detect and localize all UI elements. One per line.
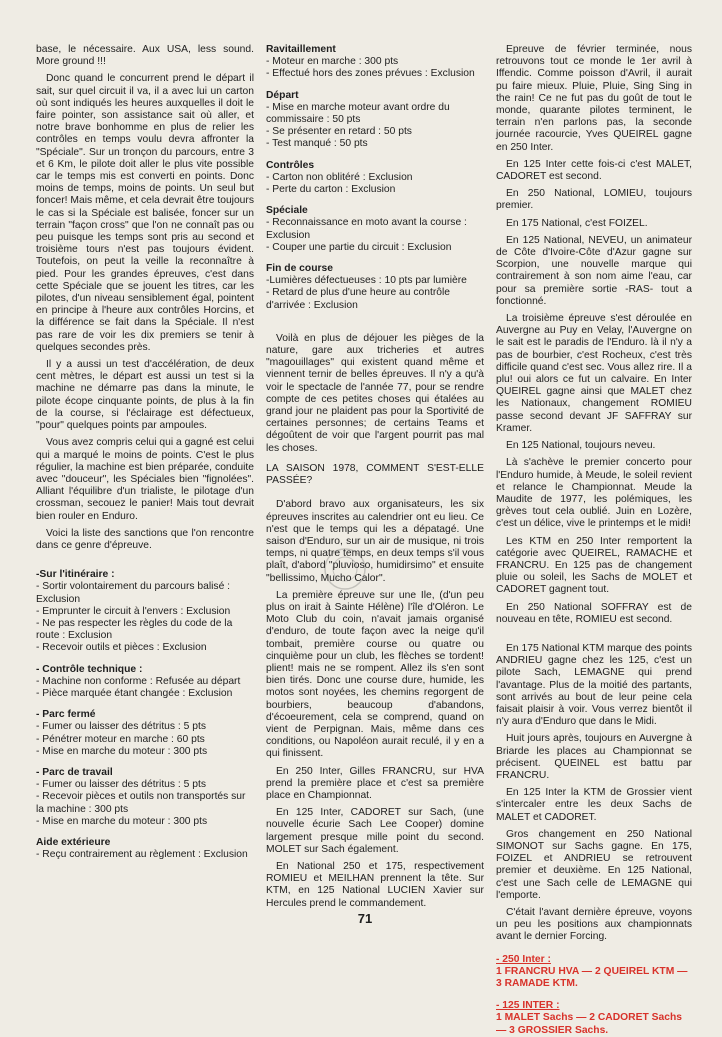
list-item: - Reconnaissance en moto avant la course : Exclusion: [266, 217, 467, 241]
section-title: Spéciale: [266, 205, 308, 217]
list-item: - Pièce marquée étant changée : Exclusion: [36, 687, 233, 699]
sanction-section: [266, 90, 484, 151]
sanction-section: [36, 709, 254, 758]
results-heading: - 250 Inter :: [496, 953, 551, 965]
paragraph: Vous avez compris celui qui a gagné est celui qui a marqué le moins de points. C'est le plus régulier, la machine est bien préparée, conduite avec "douceur", les Spéciales bien "fignolées". Alliant l'équilibre d'un trialiste, le pilotage d'un crossman, secouez le panier! Mais tout devrait bien rouler en Enduro.: [36, 437, 254, 522]
list-item: - Sortir volontairement du parcours balisé : Exclusion: [36, 581, 231, 605]
list-item: - Pénétrer moteur en marche : 60 pts: [36, 733, 205, 745]
paragraph: En 125 National, NEVEU, un animateur de Côte d'Ivoire-Côte d'Azur gagne sur Scorpion, une nouvelle marque qui contrairement à son nom aime l'eau, car pour sa première sortie -RAS- tout a fonctionné.: [496, 234, 692, 307]
paragraph: Epreuve de février terminée, nous retrouvons tout ce monde le 1er avril à Iffendic. Comme poisson d'Avril, il aurait pu faire mieux. Pluie, Pluie, Sing Sing in the rain! Ce ne fut pas du goût de tout le monde, quarante pilotes terminent, le terrain n'en parlons pas, la seconde journée racourcie, Yves QUEIREL gagne en 250 Inter.: [496, 44, 692, 153]
list-item: - Recevoir outils et pièces : Exclusion: [36, 642, 207, 654]
section-title: Fin de course: [266, 263, 333, 275]
paragraph: base, le nécessaire. Aux USA, less sound. More ground !!!: [36, 44, 254, 68]
list-item: - Moteur en marche : 300 pts: [266, 56, 399, 68]
paragraph: Huit jours après, toujours en Auvergne à Briarde les places au Championnat se précisent. QUEINEL est battu par FRANCRU.: [496, 733, 692, 781]
list-item: - Test manqué : 50 pts: [266, 138, 368, 150]
list-item: - Mise en marche du moteur : 300 pts: [36, 745, 208, 757]
column-2: [266, 44, 484, 912]
sanction-section: [266, 160, 484, 197]
paragraph: Gros changement en 250 National SIMONOT sur Sachs gagne. En 175, FOIZEL et ANDRIEU se retrouvent premier et deuxième. En 125 National, c'est une Sach celle de LEMAGNE qui l'emporte.: [496, 828, 692, 901]
paragraph: En 175 National KTM marque des points ANDRIEU gagne chez les 125, c'est un pilote Sach, LEMAGNE qui prend l'avantage. Plus de la moitié des partants, sont arrivés au bout de leur peine cela faisait plaisir à voir. Vous verrez bientôt il n'y aura d'Enduro que dans le Midi.: [496, 642, 692, 728]
section-title: - Contrôle technique :: [36, 663, 143, 675]
paragraph: En 250 National, LOMIEU, toujours premier.: [496, 188, 692, 212]
paragraph: Voici la liste des sanctions que l'on rencontre dans ce genre d'épreuve.: [36, 527, 254, 551]
paragraph: Là s'achève le premier concerto pour l'Enduro humide, à Meude, le soleil revient et relance le Championnat. Meude la Maudite de 1977, les polémiques, les grèves tout cela oublié. Juin en Lozère, c'est un délice, vive le printemps et le midi!: [496, 457, 692, 530]
list-item: - Machine non conforme : Refusée au départ: [36, 675, 241, 687]
list-item: - Se présenter en retard : 50 pts: [266, 126, 412, 138]
list-item: - Fumer ou laisser des détritus : 5 pts: [36, 721, 206, 733]
section-title: Départ: [266, 89, 299, 101]
spacer: [496, 631, 692, 643]
list-item: - Emprunter le circuit à l'envers : Exclusion: [36, 605, 231, 617]
list-item: - Carton non oblitéré : Exclusion: [266, 171, 413, 183]
sanction-section: [266, 263, 484, 312]
paragraph: En National 250 et 175, respectivement ROMIEU et MEILHAN prennent la tête. Sur KTM, en 125 National LUCIEN Xavier sur Hercules prend le commandement.: [266, 860, 484, 909]
sanction-section: [36, 664, 254, 701]
paragraph: En 125 Inter cette fois-ci c'est MALET, CADORET est second.: [496, 158, 692, 183]
paragraph: Les KTM en 250 Inter remportent la catégorie avec QUEIREL, RAMACHE et FRANCRU. En 125 pas de changement pluie ou soleil, les Sachs de MOLET et CADORET gagnent tout.: [496, 535, 692, 596]
sanction-section: [36, 569, 254, 654]
paragraph: Voilà en plus de déjouer les pièges de la nature, gare aux tricheries et autres "magouillages" qui existent quand même et viennent ternir de belles épreuves. Il n'y a qu'à voir le spectacle de l'année 77, pour se rendre compte de ces petites choses qui étalées au grand jour ne plaident pas pour la Sportivité de certaines personnes; de certains Teams et dégoûtent de voir que l'argent pourrit pas mal les choses.: [266, 332, 484, 454]
sanction-section: [36, 767, 254, 828]
list-item: - Fumer ou laisser des détritus : 5 pts: [36, 779, 206, 791]
sanction-section: [266, 205, 484, 254]
column-3: [496, 44, 692, 1036]
list-item: - Reçu contrairement au règlement : Exclusion: [36, 849, 248, 861]
paragraph: C'était l'avant dernière épreuve, voyons un peu les positions aux championnats avant le dernier Forcing.: [496, 907, 692, 943]
list-item: - Perte du carton : Exclusion: [266, 184, 396, 196]
paragraph: La première épreuve sur une Ile, (d'un peu plus on irait à Sainte Hélène) l'île d'Oléron. Le Moto Club du coin, n'avait jamais organisé d'enduro, de toute façon avec la neige qu'il tombait, première course ou quatre ou cinquième pour un club, les flèches se tordent! plient! mais ne se rompent. Allez ils s'en sont bien tirés. Donc une course dure, humide, les motos sont noyées, les chemins regorgent de bourbiers, beaucoup d'abandons, d'écoeurement, cela se comprend, quand on vient de Perpignan. Mais, même dans ces conditions, ou Napoléon aurait reculé, il y en a qui finissent.: [266, 589, 484, 760]
list-item: - Recevoir pièces et outils non transportés sur la machine : 300 pts: [36, 791, 246, 815]
paragraph: En 125 Inter la KTM de Grossier vient s'intercaler entre les deux Sachs de MALET et CADORET.: [496, 787, 692, 823]
results-125-inter: [496, 1000, 692, 1037]
watermark-stamp-icon: [322, 546, 368, 592]
sanction-section: [266, 44, 484, 81]
spacer: [36, 557, 254, 569]
list-item: - Effectué hors des zones prévues : Exclusion: [266, 68, 475, 80]
list-item: - Retard de plus d'une heure au contrôle d'arrivée : Exclusion: [266, 287, 450, 311]
section-title: -Sur l'itinéraire :: [36, 569, 115, 581]
paragraph: En 175 National, c'est FOIZEL.: [506, 217, 648, 229]
results-text: 1 MALET Sachs — 2 CADORET Sachs — 3 GROSSIER Sachs.: [496, 1012, 682, 1036]
section-title: - Parc de travail: [36, 766, 113, 778]
column-1: [36, 44, 254, 912]
paragraph: En 125 National, toujours neveu.: [506, 440, 656, 452]
sanction-section: [36, 837, 254, 861]
list-item: - Mise en marche moteur avant ordre du commissaire : 50 pts: [266, 101, 450, 126]
paragraph: En 125 Inter, CADORET sur Sach, (une nouvelle écurie Sach Lee Cooper) domine largement presque mille point du second. MOLET sur Sach également.: [266, 807, 484, 855]
section-title: - Parc fermé: [36, 709, 96, 721]
page-number: 71: [357, 911, 373, 926]
results-250-inter: [496, 954, 692, 991]
paragraph: En 250 National SOFFRAY est de nouveau en tête, ROMIEU est second.: [496, 601, 692, 625]
list-item: - Couper une partie du circuit : Exclusion: [266, 241, 452, 253]
paragraph: Donc quand le concurrent prend le départ il sait, sur quel circuit il va, il a avec lui un carton où sont indiqués les heures auxquelles il doit le faire pointer, son assistance sait où aller, et notre brave bonhomme en plus de relier les contrôles en temps voulu devra affronter la "Spéciale". Sur un tronçon du parcours, entre 3 et 6 Km, le pilote doit aller le plus vite possible car le temps mis est converti en points. Donc moins de temps, moins de points. Un seul but foncer! Mais même, et cela devrait être toujours le cas si la Spéciale est balisée, foncer sur un terrain "façon cross" que l'on ne connaît pas ou peu puisque les temps sont pris au second et troisième tours n'est pas toujours évident. Toutefois, on peut la veille la reconnaître à pied. Pour les grandes épreuves, c'est dans cette Spéciale que se jouent les titres, car les pilotes, d'un niveau sensiblement égal, pointent en principe à l'heure aux contrôles Horcins, et la différence se fait dans la Spéciale. Il n'est pas rare de voir les dix premiers se tenir à quelques secondes près.: [36, 73, 254, 353]
results-text: 1 FRANCRU HVA — 2 QUEIREL KTM — 3 RAMADE KTM.: [496, 965, 688, 990]
results-heading: - 125 INTER :: [496, 1000, 560, 1012]
section-subheading: LA SAISON 1978, COMMENT S'EST-ELLE PASSÉE?: [266, 462, 484, 487]
section-title: Aide extérieure: [36, 836, 111, 848]
section-title: Ravitaillement: [266, 44, 336, 55]
list-item: -Lumières défectueuses : 10 pts par lumière: [266, 275, 467, 287]
paragraph: Il y a aussi un test d'accélération, de deux cent mètres, le départ est aussi un test si la machine ne démarre pas dans la minute, le pilote écope cinquante points, de plus à la fin de la course, si l'éclairage est défectueux, "pour" quelques points par ampoules.: [36, 359, 254, 432]
paragraph: La troisième épreuve s'est déroulée en Auvergne au Puy en Velay, l'Auvergne on le sait est le paradis de l'Enduro. là il n'y a pas de bourbier, c'est Rocheux, c'est très difficile quand c'est sec. Vous allez rire. Il a plu! oui alors ce fut un calvaire. En Inter QUEIREL gagne ainsi que MALET chez les Nationaux, changement ROMIEU passe second devant JF SAFFRAY sur Kramer.: [496, 313, 692, 434]
paragraph: En 250 Inter, Gilles FRANCRU, sur HVA prend la première place et c'est sa première place en Championnat.: [266, 765, 484, 801]
list-item: - Mise en marche du moteur : 300 pts: [36, 815, 208, 827]
paragraph: D'abord bravo aux organisateurs, les six épreuves inscrites au calendrier ont eu lieu. Ce n'est que le temps qui les a dépatagé. Une saison d'Enduro, sur un air de musique, ni trois temps, ni quatre temps, en deux temps s'il vous plaît, d'abord "pluvioso, humidirsimo" et ensuite "bellissimo, Mucho Calor".: [266, 499, 484, 584]
spacer: [266, 321, 484, 333]
list-item: - Ne pas respecter les règles du code de la route : Exclusion: [36, 617, 233, 642]
section-title: Contrôles: [266, 159, 315, 171]
